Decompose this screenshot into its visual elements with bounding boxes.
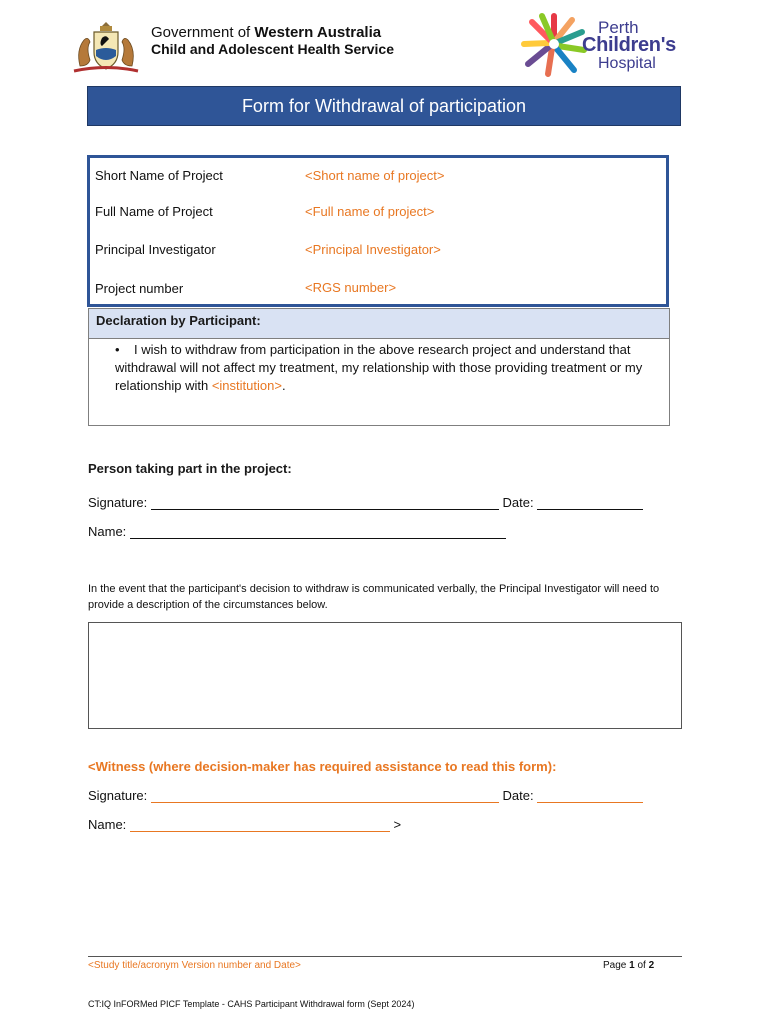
participant-signature-row: Signature: Date:: [88, 495, 643, 510]
principal-investigator-value: <Principal Investigator>: [305, 242, 441, 257]
witness-date-field[interactable]: [537, 789, 643, 803]
full-name-value: <Full name of project>: [305, 204, 435, 219]
wa-crest-logo: [66, 16, 146, 76]
gov-line-1: Government of Western Australia: [151, 24, 382, 41]
template-reference: CT:IQ InFORMed PICF Template - CAHS Participant Withdrawal form (Sept 2024): [88, 999, 415, 1009]
short-name-label: Short Name of Project: [95, 168, 223, 183]
participant-signature-field[interactable]: [151, 496, 499, 510]
full-name-label: Full Name of Project: [95, 204, 213, 219]
institution-placeholder: <institution>: [211, 378, 282, 393]
form-title: Form for Withdrawal of participation: [87, 86, 681, 126]
declaration-text: • I wish to withdraw from participation in the above research project and understand that withdrawal will not affect my treatment, my relationship with those providing treatment or my relationship with <institution>.: [115, 342, 643, 393]
witness-name-row: Name: >: [88, 817, 402, 832]
participant-name-row: Name:: [88, 524, 506, 539]
hospital-name-line-1: Perth: [598, 18, 639, 37]
project-number-value: <RGS number>: [305, 280, 397, 295]
footer-divider: [88, 956, 682, 957]
declaration-heading: Declaration by Participant:: [88, 308, 670, 339]
circumstances-description-box[interactable]: [88, 622, 682, 729]
participant-date-field[interactable]: [537, 496, 643, 510]
witness-name-field[interactable]: [130, 818, 390, 832]
gov-line-2: Child and Adolescent Health Service: [151, 41, 394, 57]
verbal-withdrawal-note: In the event that the participant's decision to withdraw is communicated verbally, the Principal Investigator will need to provide a description of the circumstances below.: [88, 583, 660, 611]
participant-name-field[interactable]: [130, 525, 506, 539]
witness-heading: <Witness (where decision-maker has required assistance to read this form):: [88, 759, 557, 774]
participant-heading: Person taking part in the project:: [88, 461, 292, 476]
hospital-name-line-2: Children's: [582, 34, 676, 56]
pch-burst-logo: [518, 10, 590, 78]
short-name-value: <Short name of project>: [305, 168, 445, 183]
bullet: •: [115, 342, 120, 357]
principal-investigator-label: Principal Investigator: [95, 242, 216, 257]
footer-study-title: <Study title/acronym Version number and Date>: [88, 960, 301, 971]
witness-signature-field[interactable]: [151, 789, 499, 803]
witness-signature-row: Signature: Date:: [88, 788, 643, 803]
page-number: Page 1 of 2: [603, 960, 655, 971]
project-number-label: Project number: [95, 281, 184, 296]
hospital-name-line-3: Hospital: [598, 55, 656, 72]
